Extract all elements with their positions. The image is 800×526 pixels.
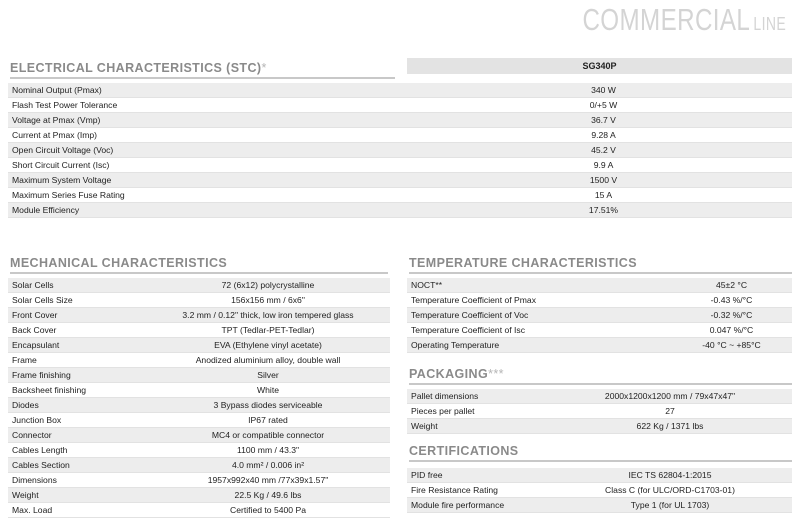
row-value: 2000x1200x1200 mm / 79x47x47" (548, 389, 792, 404)
table-row (8, 458, 390, 473)
table-row (8, 113, 792, 128)
row-label: Front Cover (8, 308, 146, 323)
row-label: Flash Test Power Tolerance (8, 98, 415, 113)
mechanical-table (8, 278, 390, 518)
table-row (8, 188, 792, 203)
table-row (8, 428, 390, 443)
certifications-table (407, 468, 792, 513)
table-row (8, 398, 390, 413)
brand-title-suffix: LINE (753, 14, 786, 34)
row-label: Backsheet finishing (8, 383, 146, 398)
table-row (8, 443, 390, 458)
row-label: Temperature Coefficient of Voc (407, 308, 671, 323)
row-value: 45.2 V (415, 143, 792, 158)
row-label: Frame finishing (8, 368, 146, 383)
row-value: 1957x992x40 mm /77x39x1.57" (146, 473, 390, 488)
row-label: Cables Length (8, 443, 146, 458)
row-label: Temperature Coefficient of Pmax (407, 293, 671, 308)
row-value: 22.5 Kg / 49.6 lbs (146, 488, 390, 503)
row-value: MC4 or compatible connector (146, 428, 390, 443)
packaging-title-text: PACKAGING (409, 367, 489, 381)
table-row (407, 404, 792, 419)
row-value: Silver (146, 368, 390, 383)
row-label: Weight (407, 419, 548, 434)
row-label: Open Circuit Voltage (Voc) (8, 143, 415, 158)
table-row (407, 468, 792, 483)
row-label: Back Cover (8, 323, 146, 338)
row-label: Nominal Output (Pmax) (8, 83, 415, 98)
table-row (8, 353, 390, 368)
row-value: 0.047 %/°C (671, 323, 792, 338)
table-row (8, 488, 390, 503)
row-label: PID free (407, 468, 548, 483)
packaging-table (407, 389, 792, 434)
row-value: 1100 mm / 43.3" (146, 443, 390, 458)
electrical-table (8, 83, 792, 218)
table-row (8, 143, 792, 158)
temperature-table (407, 278, 792, 353)
certifications-title (409, 444, 792, 462)
row-value: EVA (Ethylene vinyl acetate) (146, 338, 390, 353)
electrical-title-text: ELECTRICAL CHARACTERISTICS (STC) (10, 61, 262, 75)
table-row (8, 83, 792, 98)
row-value: Class C (for ULC/ORD-C1703-01) (548, 483, 792, 498)
table-row (407, 389, 792, 404)
electrical-title-star: * (261, 61, 267, 75)
row-label: Solar Cells Size (8, 293, 146, 308)
row-value: IP67 rated (146, 413, 390, 428)
row-value: 45±2 °C (671, 278, 792, 293)
row-value: 9.28 A (415, 128, 792, 143)
table-row (8, 308, 390, 323)
table-row (407, 308, 792, 323)
row-value: 36.7 V (415, 113, 792, 128)
table-row (407, 483, 792, 498)
table-row (8, 368, 390, 383)
mechanical-title (10, 256, 388, 274)
row-value: IEC TS 62804-1:2015 (548, 468, 792, 483)
table-row (407, 338, 792, 353)
row-value: 3 Bypass diodes serviceable (146, 398, 390, 413)
table-row (407, 498, 792, 513)
table-row (407, 323, 792, 338)
row-value: -0.32 %/°C (671, 308, 792, 323)
row-value: 9.9 A (415, 158, 792, 173)
row-value: 17.51% (415, 203, 792, 218)
row-label: Maximum Series Fuse Rating (8, 188, 415, 203)
row-value: 340 W (415, 83, 792, 98)
row-label: Pieces per pallet (407, 404, 548, 419)
brand-title (582, 2, 786, 38)
row-label: Maximum System Voltage (8, 173, 415, 188)
row-value: White (146, 383, 390, 398)
row-value: 3.2 mm / 0.12" thick, low iron tempered glass (146, 308, 390, 323)
row-label: Pallet dimensions (407, 389, 548, 404)
row-label: Cables Section (8, 458, 146, 473)
temperature-title (409, 256, 792, 274)
row-label: Module Efficiency (8, 203, 415, 218)
table-row (8, 158, 792, 173)
table-row (8, 203, 792, 218)
table-row (8, 338, 390, 353)
row-label: Junction Box (8, 413, 146, 428)
row-label: Operating Temperature (407, 338, 671, 353)
row-value: 0/+5 W (415, 98, 792, 113)
certifications-title-text: CERTIFICATIONS (409, 444, 519, 458)
row-label: Current at Pmax (Imp) (8, 128, 415, 143)
mechanical-title-text: MECHANICAL CHARACTERISTICS (10, 256, 228, 270)
row-value: 622 Kg / 1371 lbs (548, 419, 792, 434)
row-label: Connector (8, 428, 146, 443)
row-label: Voltage at Pmax (Vmp) (8, 113, 415, 128)
table-row (8, 293, 390, 308)
brand-title-main: COMMERCIAL (582, 2, 751, 37)
row-label: NOCT** (407, 278, 671, 293)
row-label: Diodes (8, 398, 146, 413)
table-row (8, 98, 792, 113)
table-row (8, 323, 390, 338)
packaging-title (409, 367, 792, 385)
table-row (8, 413, 390, 428)
row-value: 156x156 mm / 6x6" (146, 293, 390, 308)
table-row (8, 173, 792, 188)
row-value: 27 (548, 404, 792, 419)
table-row (8, 473, 390, 488)
row-value: Type 1 (for UL 1703) (548, 498, 792, 513)
table-row (8, 128, 792, 143)
row-label: Weight (8, 488, 146, 503)
row-value: -0.43 %/°C (671, 293, 792, 308)
row-label: Temperature Coefficient of Isc (407, 323, 671, 338)
temperature-title-text: TEMPERATURE CHARACTERISTICS (409, 256, 637, 270)
model-header: SG340P (407, 58, 792, 74)
electrical-title (10, 61, 395, 79)
row-value: Anodized aluminium alloy, double wall (146, 353, 390, 368)
table-row (8, 278, 390, 293)
row-label: Encapsulant (8, 338, 146, 353)
row-label: Short Circuit Current (Isc) (8, 158, 415, 173)
packaging-title-star: *** (488, 367, 504, 381)
row-label: Dimensions (8, 473, 146, 488)
row-value: TPT (Tedlar-PET-Tedlar) (146, 323, 390, 338)
row-value: 72 (6x12) polycrystalline (146, 278, 390, 293)
row-label: Frame (8, 353, 146, 368)
row-value: 4.0 mm² / 0.006 in² (146, 458, 390, 473)
row-value: 1500 V (415, 173, 792, 188)
table-row (407, 293, 792, 308)
row-value: -40 °C ~ +85°C (671, 338, 792, 353)
table-row (8, 503, 390, 518)
table-row (407, 419, 792, 434)
row-label: Module fire performance (407, 498, 548, 513)
row-label: Max. Load (8, 503, 146, 518)
row-value: Certified to 5400 Pa (146, 503, 390, 518)
table-row (8, 383, 390, 398)
table-row (407, 278, 792, 293)
row-label: Fire Resistance Rating (407, 483, 548, 498)
row-value: 15 A (415, 188, 792, 203)
row-label: Solar Cells (8, 278, 146, 293)
